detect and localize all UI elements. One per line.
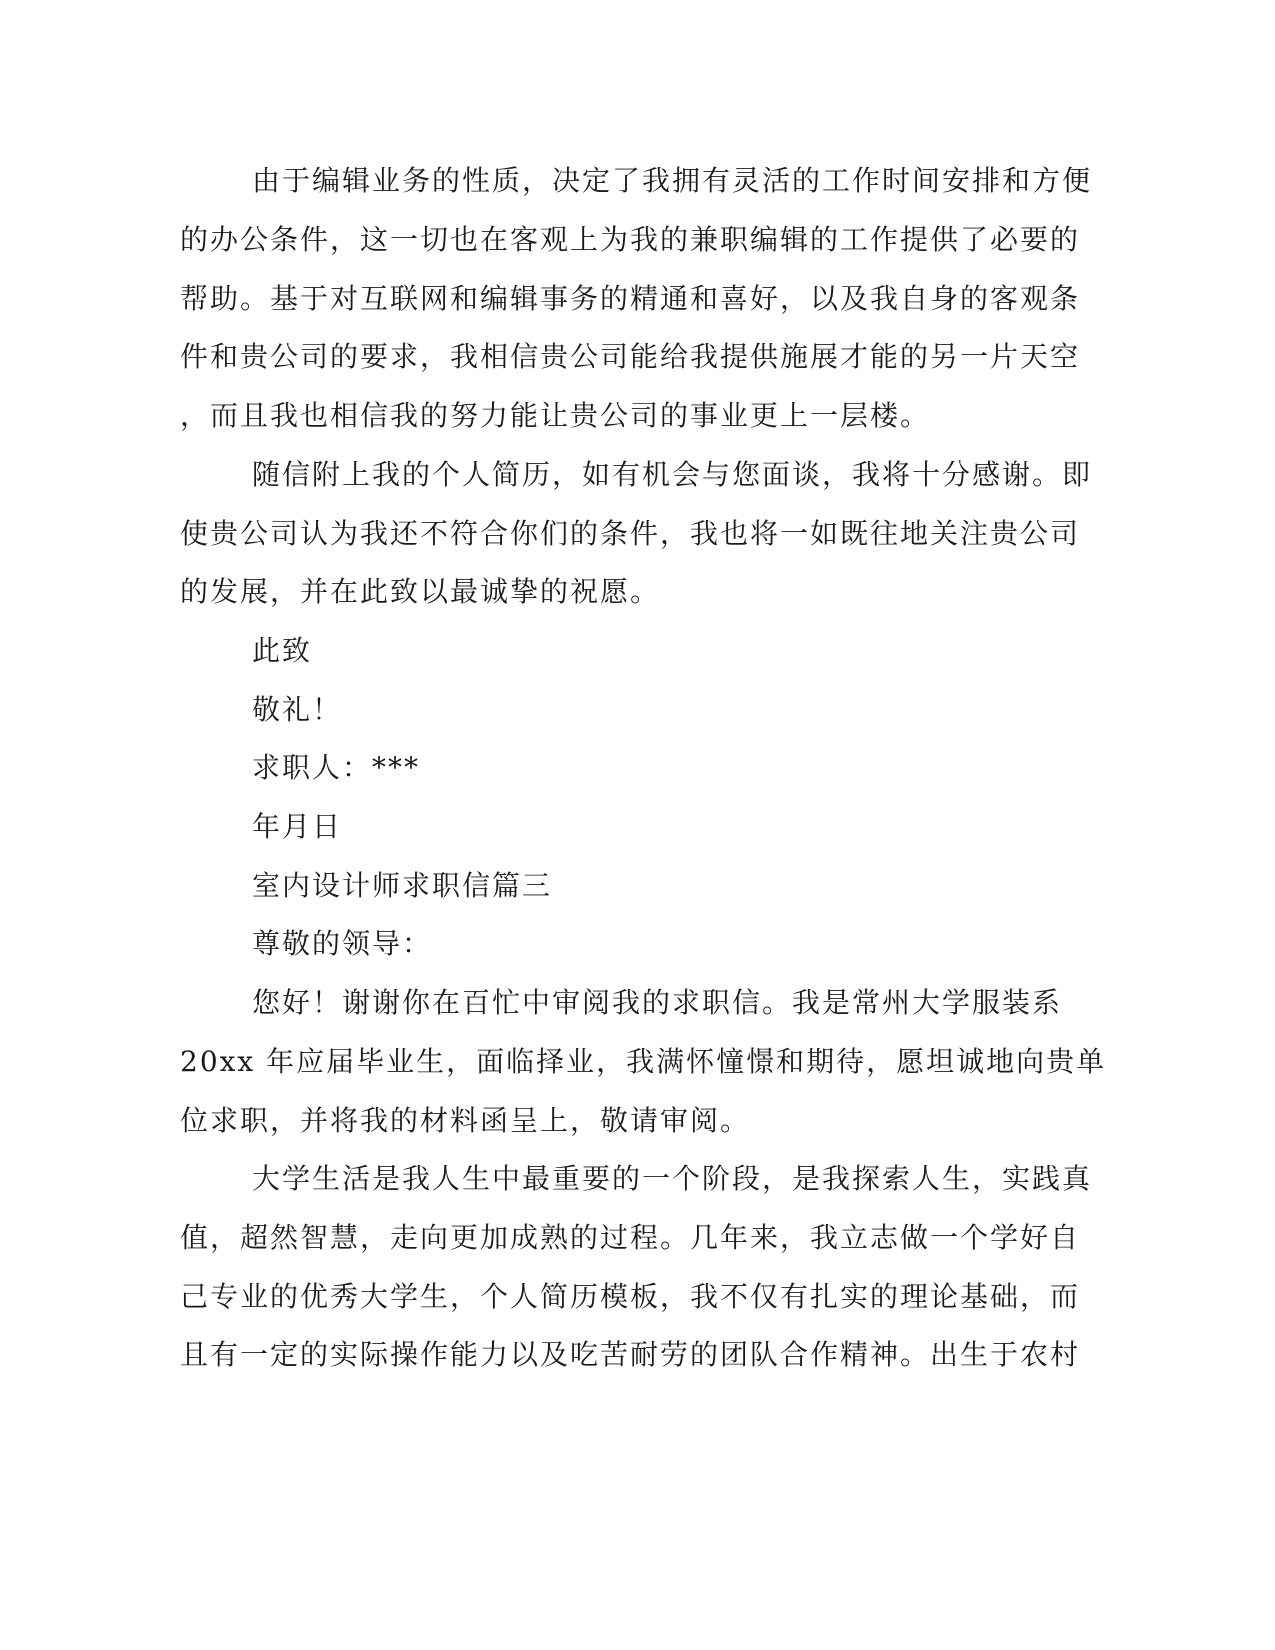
paragraph-line: 的办公条件，这一切也在客观上为我的兼职编辑的工作提供了必要的	[180, 223, 1081, 256]
paragraph-line: 使贵公司认为我还不符合你们的条件，我也将一如既往地关注贵公司	[180, 517, 1081, 550]
salutation-line: 敬礼！	[252, 693, 343, 726]
paragraph-line: 20xx 年应届毕业生，面临择业，我满怀憧憬和期待，愿坦诚地向贵单	[180, 1045, 1107, 1078]
paragraph-line: 帮助。基于对互联网和编辑事务的精通和喜好，以及我自身的客观条	[180, 282, 1081, 315]
paragraph-line: 您好！谢谢你在百忙中审阅我的求职信。我是常州大学服装系	[252, 986, 1063, 1019]
paragraph-line: ，而且我也相信我的努力能让贵公司的事业更上一层楼。	[180, 399, 931, 432]
paragraph-line: 由于编辑业务的性质，决定了我拥有灵活的工作时间安排和方便	[252, 164, 1093, 197]
greeting-line: 尊敬的领导：	[252, 927, 433, 960]
date-line: 年月日	[252, 810, 343, 843]
paragraph-line: 值，超然智慧，走向更加成熟的过程。几年来，我立志做一个学好自	[180, 1221, 1081, 1254]
paragraph-line: 且有一定的实际操作能力以及吃苦耐劳的团队合作精神。出生于农村	[180, 1338, 1081, 1371]
paragraph-line: 的发展，并在此致以最诚挚的祝愿。	[180, 575, 661, 608]
closing-line: 此致	[252, 634, 313, 667]
paragraph-line: 位求职，并将我的材料函呈上，敬请审阅。	[180, 1104, 751, 1137]
paragraph-line: 己专业的优秀大学生，个人简历模板，我不仅有扎实的理论基础，而	[180, 1280, 1081, 1313]
paragraph-line: 随信附上我的个人简历，如有机会与您面谈，我将十分感谢。即	[252, 458, 1093, 491]
paragraph-line: 件和贵公司的要求，我相信贵公司能给我提供施展才能的另一片天空	[180, 340, 1081, 373]
section-title: 室内设计师求职信篇三	[252, 869, 553, 902]
paragraph-line: 大学生活是我人生中最重要的一个阶段，是我探索人生，实践真	[252, 1162, 1093, 1195]
applicant-line: 求职人：***	[252, 751, 421, 784]
